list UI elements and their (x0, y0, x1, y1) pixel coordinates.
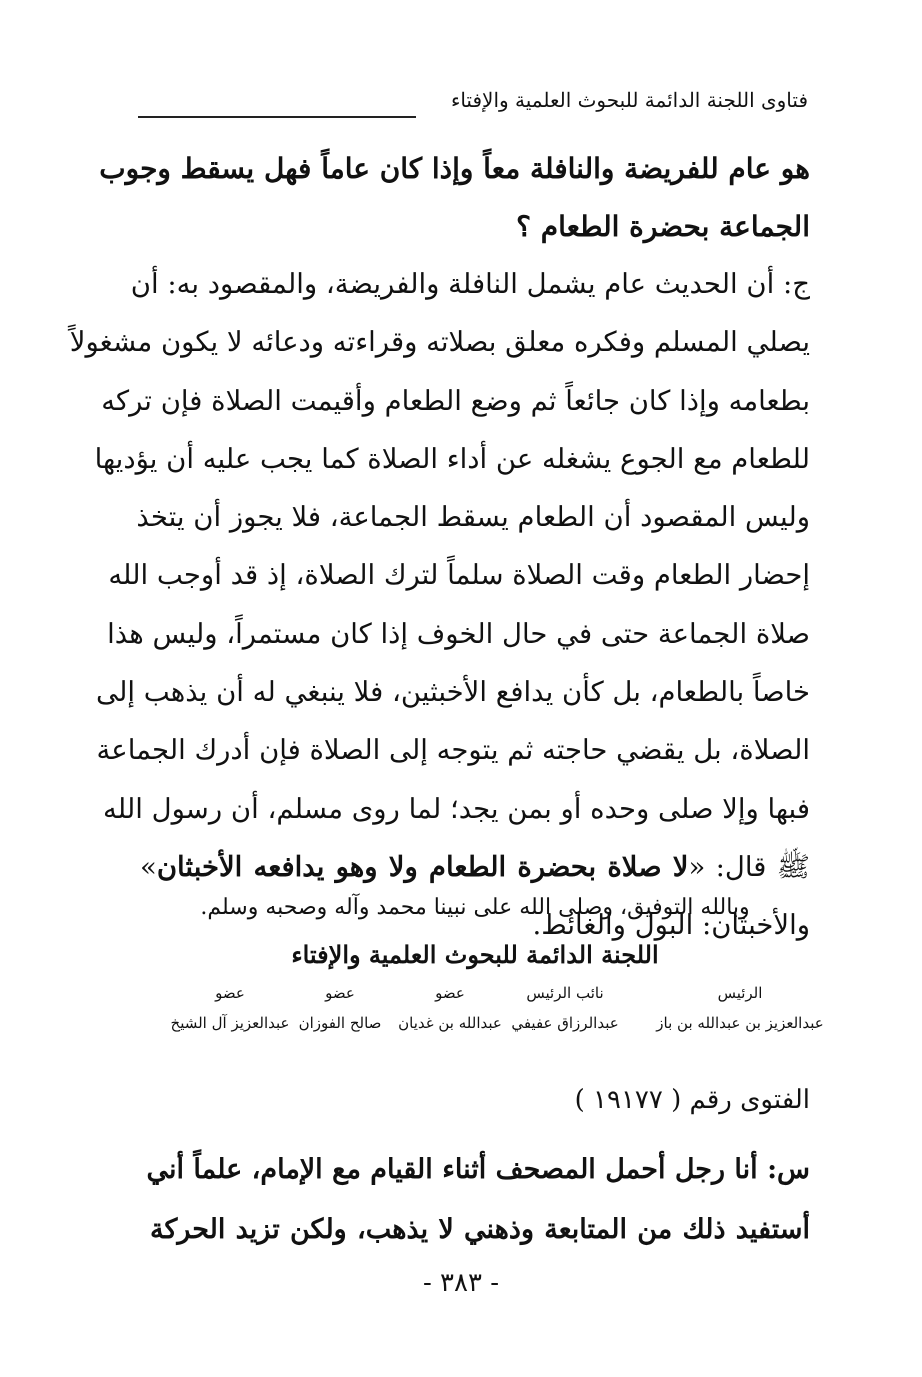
answer-line: وليس المقصود أن الطعام يسقط الجماعة، فلا يجوز أن يتخذ (136, 501, 810, 534)
answer-line: خاصاً بالطعام، بل كأن يدافع الأخبثين، فلا ينبغي له أن يذهب إلى (96, 676, 810, 709)
hadith-text: لا صلاة بحضرة الطعام ولا وهو يدافعه الأخبثان (156, 850, 689, 883)
committee-title: اللجنة الدائمة للبحوث العلمية والإفتاء (291, 940, 659, 969)
running-header (138, 88, 808, 128)
header-rule (138, 116, 416, 118)
question-line: هو عام للفريضة والنافلة معاً وإذا كان عاماً فهل يسقط وجوب (99, 152, 810, 185)
signature-role: الرئيس (717, 984, 763, 1002)
fatwa-number: الفتوى رقم ( ١٩١٧٧ ) (574, 1085, 810, 1115)
answer-line: الصلاة، بل يقضي حاجته ثم يتوجه إلى الصلاة فإن أدرك الجماعة (96, 734, 810, 767)
signature-name: عبدالرزاق عفيفي (511, 1014, 619, 1032)
signature-name: عبدالعزيز آل الشيخ (170, 1014, 290, 1032)
signature-roles (170, 984, 810, 1008)
answer-paragraph (69, 255, 810, 955)
answer-line: والأخبثان: البول والغائط. (532, 909, 810, 942)
question-line: الجماعة بحضرة الطعام ؟ (516, 210, 810, 243)
signature-name: عبدالله بن غديان (398, 1014, 502, 1032)
signature-names (170, 1014, 824, 1038)
signature-role: عضو (325, 984, 355, 1002)
answer-line: يصلي المسلم وفكره معلق بصلاته وقراءته ودعائه لا يكون مشغولاً (69, 326, 810, 359)
answer-line: إحضار الطعام وقت الصلاة سلماً لترك الصلاة، إذ قد أوجب الله (108, 559, 810, 592)
question-line: أستفيد ذلك من المتابعة وذهني لا يذهب، ولكن تزيد الحركة (150, 1214, 810, 1245)
hadith-suffix: » (140, 850, 157, 883)
signature-role: عضو (435, 984, 465, 1002)
hadith-line (140, 838, 810, 896)
question-continuation (99, 140, 810, 256)
signature-role: نائب الرئيس (526, 984, 604, 1002)
signature-name: صالح الفوزان (298, 1014, 382, 1032)
answer-line: ج: أن الحديث عام يشمل النافلة والفريضة، والمقصود به: أن (130, 268, 810, 300)
answer-line: للطعام مع الجوع يشغله عن أداء الصلاة كما يجب عليه أن يؤديها (94, 442, 810, 475)
question-2 (146, 1140, 810, 1260)
closing-formula (140, 895, 810, 920)
page-number: - ٣٨٣ - (422, 1268, 500, 1298)
header-title: فتاوى اللجنة الدائمة للبحوث العلمية والإفتاء (450, 88, 808, 112)
question-line: س: أنا رجل أحمل المصحف أثناء القيام مع الإمام، علماً أني (146, 1154, 810, 1185)
signature-name: عبدالعزيز بن عبدالله بن باز (656, 1014, 824, 1032)
closing-text: وبالله التوفيق، وصلى الله على نبينا محمد وآله وصحبه وسلم. (200, 895, 750, 920)
signature-role: عضو (215, 984, 245, 1002)
hadith-prefix: ﷺ قال: « (688, 850, 810, 883)
answer-line: فبها وإلا صلى وحده أو بمن يجد؛ لما روى مسلم، أن رسول الله (103, 792, 810, 825)
answer-line: صلاة الجماعة حتى في حال الخوف إذا كان مستمراً، وليس هذا (107, 617, 810, 650)
answer-line: بطعامه وإذا كان جائعاً ثم وضع الطعام وأقيمت الصلاة فإن تركه (101, 384, 810, 417)
